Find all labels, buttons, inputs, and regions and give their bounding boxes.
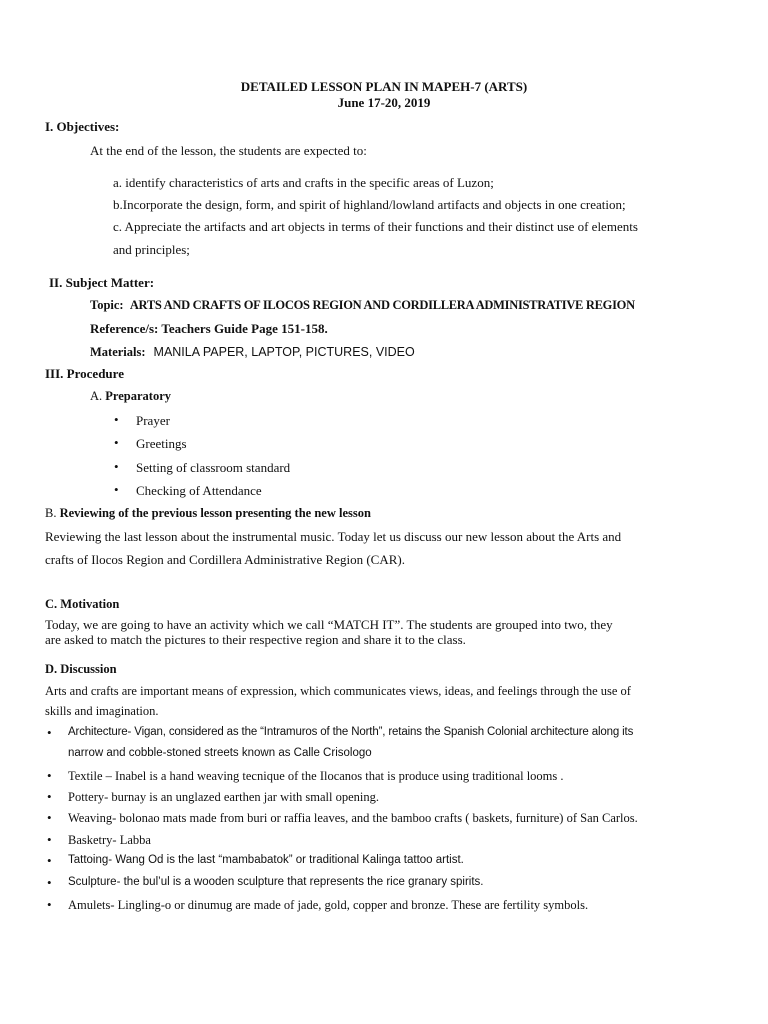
bullet-icon: • — [47, 810, 52, 825]
discussion-item-tattoing: Tattoing- Wang Od is the last “mambabatok” or traditional Kalinga tattoo artist. — [68, 854, 464, 866]
procedure-heading: III. Procedure — [45, 366, 124, 381]
bullet-icon: • — [47, 897, 52, 912]
preparatory-item: Checking of Attendance — [136, 483, 262, 498]
bullet-icon: • — [114, 435, 119, 450]
document-title: DETAILED LESSON PLAN IN MAPEH-7 (ARTS) — [240, 79, 528, 94]
topic-line — [90, 298, 635, 313]
materials-label: Materials: — [90, 345, 146, 359]
motivation-heading: C. Motivation — [45, 597, 120, 611]
preparatory-prefix: A. — [90, 389, 106, 403]
subject-matter-heading: II. Subject Matter: — [49, 275, 155, 290]
bullet-icon: • — [47, 875, 52, 890]
discussion-text-line1: Arts and crafts are important means of expression, which communicates views, ideas, and feelings through the use of — [45, 684, 631, 698]
bullet-icon: • — [47, 789, 52, 804]
motivation-text-line2: are asked to match the pictures to their respective region and share it to the class. — [45, 632, 466, 647]
preparatory-label: Preparatory — [105, 389, 171, 403]
discussion-text-line2: skills and imagination. — [45, 704, 159, 718]
objective-c-line1: c. Appreciate the artifacts and art objects in terms of their functions and their distinct use of elements — [113, 219, 638, 234]
bullet-icon: • — [114, 459, 119, 474]
discussion-item-textile: Textile – Inabel is a hand weaving tecnique of the Ilocanos that is produce using traditional looms . — [68, 769, 564, 783]
preparatory-item: Prayer — [136, 413, 170, 428]
objectives-heading: I. Objectives: — [45, 119, 120, 134]
review-text-line2: crafts of Ilocos Region and Cordillera Administrative Region (CAR). — [45, 552, 405, 567]
bullet-icon: • — [114, 482, 119, 497]
materials-line — [90, 343, 415, 361]
objective-a: a. identify characteristics of arts and crafts in the specific areas of Luzon; — [113, 175, 494, 190]
topic-label: Topic: — [90, 298, 124, 312]
objective-b: b.Incorporate the design, form, and spirit of highland/lowland artifacts and objects in one creation; — [113, 197, 626, 212]
preparatory-item: Greetings — [136, 436, 187, 451]
document-date: June 17-20, 2019 — [337, 95, 431, 110]
objective-c-line2: and principles; — [113, 242, 190, 257]
bullet-icon: • — [47, 832, 52, 847]
review-prefix: B. — [45, 506, 60, 520]
objectives-intro: At the end of the lesson, the students are expected to: — [90, 143, 367, 158]
bullet-icon: • — [114, 412, 119, 427]
discussion-item-architecture: Architecture- Vigan, considered as the “Intramuros of the North”, retains the Spanish Colonial architecture along its — [68, 726, 634, 738]
discussion-heading: D. Discussion — [45, 662, 117, 676]
preparatory-heading — [90, 389, 171, 404]
discussion-item-weaving: Weaving- bolonao mats made from buri or raffia leaves, and the bamboo crafts ( baskets, furniture) of San Carlos. — [68, 811, 638, 825]
review-heading — [45, 506, 371, 521]
review-label: Reviewing of the previous lesson presenting the new lesson — [59, 506, 371, 520]
topic-value: ARTS AND CRAFTS OF ILOCOS REGION AND CORDILLERA ADMINISTRATIVE REGION — [129, 298, 635, 312]
discussion-item-architecture-cont: narrow and cobble-stoned streets known as Calle Crisologo — [68, 747, 372, 759]
bullet-icon: • — [47, 768, 52, 783]
reference-line: Reference/s: Teachers Guide Page 151-158. — [90, 321, 328, 336]
discussion-item-basketry: Basketry- Labba — [68, 833, 151, 847]
motivation-text-line1: Today, we are going to have an activity which we call “MATCH IT”. The students are grouped into two, they — [45, 617, 613, 632]
bullet-icon: • — [47, 725, 52, 740]
discussion-item-amulets: Amulets- Lingling-o or dinumug are made of jade, gold, copper and bronze. These are fertility symbols. — [68, 898, 589, 912]
preparatory-item: Setting of classroom standard — [136, 460, 291, 475]
bullet-icon: • — [47, 853, 52, 868]
review-text-line1: Reviewing the last lesson about the instrumental music. Today let us discuss our new lesson about the Arts and — [45, 529, 622, 544]
discussion-item-sculpture: Sculpture- the bul’ul is a wooden sculpture that represents the rice granary spirits. — [68, 876, 484, 888]
discussion-item-pottery: Pottery- burnay is an unglazed earthen jar with small opening. — [68, 790, 380, 804]
materials-value: MANILA PAPER, LAPTOP, PICTURES, VIDEO — [153, 345, 415, 359]
